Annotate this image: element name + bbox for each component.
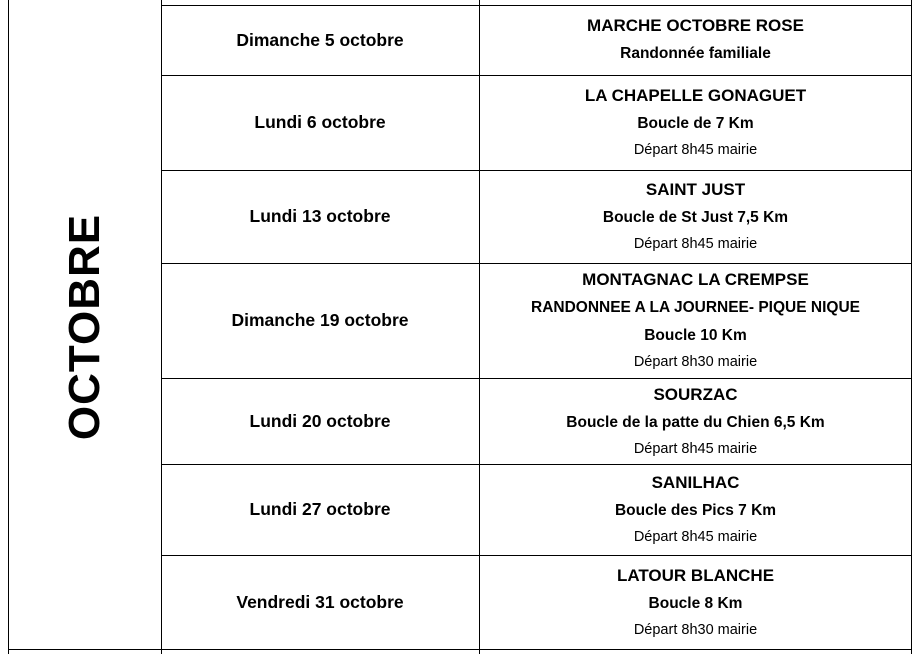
event-description (480, 5, 911, 75)
event-description (480, 170, 911, 263)
event-departure: Départ 8h45 mairie (633, 440, 758, 457)
month-label: OCTOBRE (60, 213, 109, 441)
event-departure: Départ 8h45 mairie (633, 142, 758, 158)
event-date: Vendredi 31 octobre (236, 591, 404, 612)
event-description (480, 464, 911, 555)
event-description (480, 378, 911, 464)
event-route: Boucle des Pics 7 Km (614, 502, 777, 519)
event-departure: Départ 8h30 mairie (633, 354, 758, 370)
event-row (161, 5, 911, 75)
event-row (161, 464, 911, 555)
event-description (480, 555, 911, 649)
event-departure: Départ 8h30 mairie (633, 621, 758, 638)
event-location: MONTAGNAC LA CREMPSE (582, 270, 809, 289)
event-date: Lundi 27 octobre (249, 499, 391, 519)
event-route: Boucle de la patte du Chien 6,5 Km (566, 413, 825, 431)
event-location: SANILHAC (651, 473, 740, 492)
event-location: LATOUR BLANCHE (616, 565, 775, 585)
event-row (161, 75, 911, 170)
month-cell (9, 0, 161, 654)
event-date: Dimanche 19 octobre (231, 310, 409, 330)
event-route: Randonnée familiale (620, 45, 771, 62)
event-route: Boucle 8 Km (648, 594, 743, 612)
event-route: Boucle de 7 Km (637, 115, 754, 132)
event-row (161, 555, 911, 649)
event-route: Boucle 10 Km (644, 327, 747, 344)
event-departure: Départ 8h45 mairie (633, 529, 758, 545)
event-description (480, 263, 911, 378)
event-subtitle: RANDONNEE A LA JOURNEE- PIQUE NIQUE (531, 299, 860, 316)
event-row (161, 378, 911, 464)
event-location: SAINT JUST (645, 180, 746, 199)
event-departure: Départ 8h45 mairie (633, 236, 758, 252)
event-date: Lundi 20 octobre (249, 410, 391, 431)
event-location: MARCHE OCTOBRE ROSE (587, 16, 804, 35)
event-location: LA CHAPELLE GONAGUET (584, 86, 807, 105)
event-row (161, 170, 911, 263)
event-row (161, 263, 911, 378)
event-location: SOURZAC (653, 384, 738, 404)
event-route: Boucle de St Just 7,5 Km (602, 209, 789, 226)
event-date: Lundi 6 octobre (254, 112, 386, 132)
event-date: Lundi 13 octobre (249, 206, 391, 226)
event-description (480, 75, 911, 170)
event-date: Dimanche 5 octobre (236, 29, 404, 50)
